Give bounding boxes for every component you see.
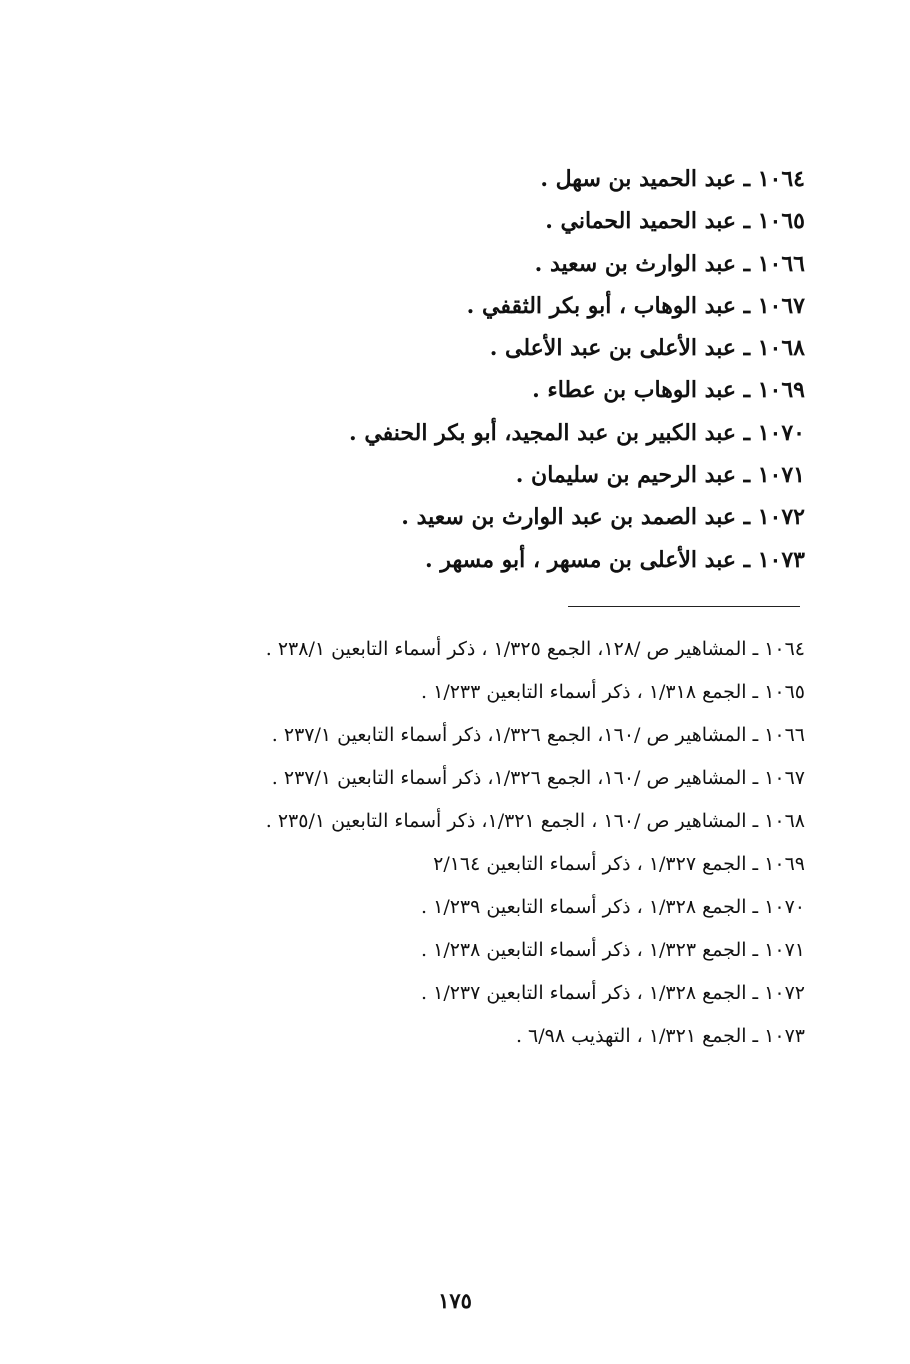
footnote: ١٠٦٤ ـ المشاهير ص /١٢٨، الجمع ١/٣٢٥ ، ذكر أسماء التابعين ٢٣٨/١ .: [265, 638, 805, 660]
footnote-divider: [568, 606, 800, 607]
narrator-entry: ١٠٦٧ ـ عبد الوهاب ، أبو بكر الثقفي .: [466, 292, 805, 319]
footnote: ١٠٦٨ ـ المشاهير ص /١٦٠ ، الجمع ١/٣٢١، ذكر أسماء التابعين ٢٣٥/١ .: [265, 810, 805, 832]
narrator-entry: ١٠٦٨ ـ عبد الأعلى بن عبد الأعلى .: [489, 335, 805, 362]
footnote: ١٠٧٣ ـ الجمع ١/٣٢١ ، التهذيب ٦/٩٨ .: [515, 1025, 805, 1047]
narrator-entry: ١٠٦٤ ـ عبد الحميد بن سهل .: [540, 166, 805, 192]
narrator-entry: ١٠٦٥ ـ عبد الحميد الحماني .: [545, 208, 805, 235]
footnote: ١٠٧١ ـ الجمع ١/٣٢٣ ، ذكر أسماء التابعين ١/٢٣٨ .: [421, 939, 805, 961]
narrator-list: [125, 158, 805, 581]
footnote: ١٠٦٥ ـ الجمع ١/٣١٨ ، ذكر أسماء التابعين ١/٢٣٣ .: [421, 681, 805, 703]
footnote: ١٠٦٧ ـ المشاهير ص /١٦٠، الجمع ١/٣٢٦، ذكر أسماء التابعين ٢٣٧/١ .: [271, 767, 805, 789]
footnote: ١٠٧٠ ـ الجمع ١/٣٢٨ ، ذكر أسماء التابعين ١/٢٣٩ .: [421, 896, 805, 918]
footnote: ١٠٧٢ ـ الجمع ١/٣٢٨ ، ذكر أسماء التابعين ١/٢٣٧ .: [421, 982, 805, 1004]
narrator-entry: ١٠٧١ ـ عبد الرحيم بن سليمان .: [515, 462, 805, 489]
narrator-entry: ١٠٦٩ ـ عبد الوهاب بن عطاء .: [532, 377, 805, 404]
narrator-entry: ١٠٧٢ ـ عبد الصمد بن عبد الوارث بن سعيد .: [401, 504, 805, 531]
narrator-entry: ١٠٧٣ ـ عبد الأعلى بن مسهر ، أبو مسهر .: [425, 546, 805, 573]
page-number: ١٧٥: [438, 1288, 472, 1313]
footnotes: [115, 628, 805, 1058]
narrator-entry: ١٠٦٦ ـ عبد الوارث بن سعيد .: [534, 250, 805, 277]
footnote: ١٠٦٩ ـ الجمع ١/٣٢٧ ، ذكر أسماء التابعين ٢/١٦٤: [433, 853, 805, 875]
narrator-entry: ١٠٧٠ ـ عبد الكبير بن عبد المجيد، أبو بكر الحنفي .: [349, 419, 805, 446]
footnote: ١٠٦٦ ـ المشاهير ص /١٦٠، الجمع ١/٣٢٦، ذكر أسماء التابعين ٢٣٧/١ .: [271, 724, 805, 746]
